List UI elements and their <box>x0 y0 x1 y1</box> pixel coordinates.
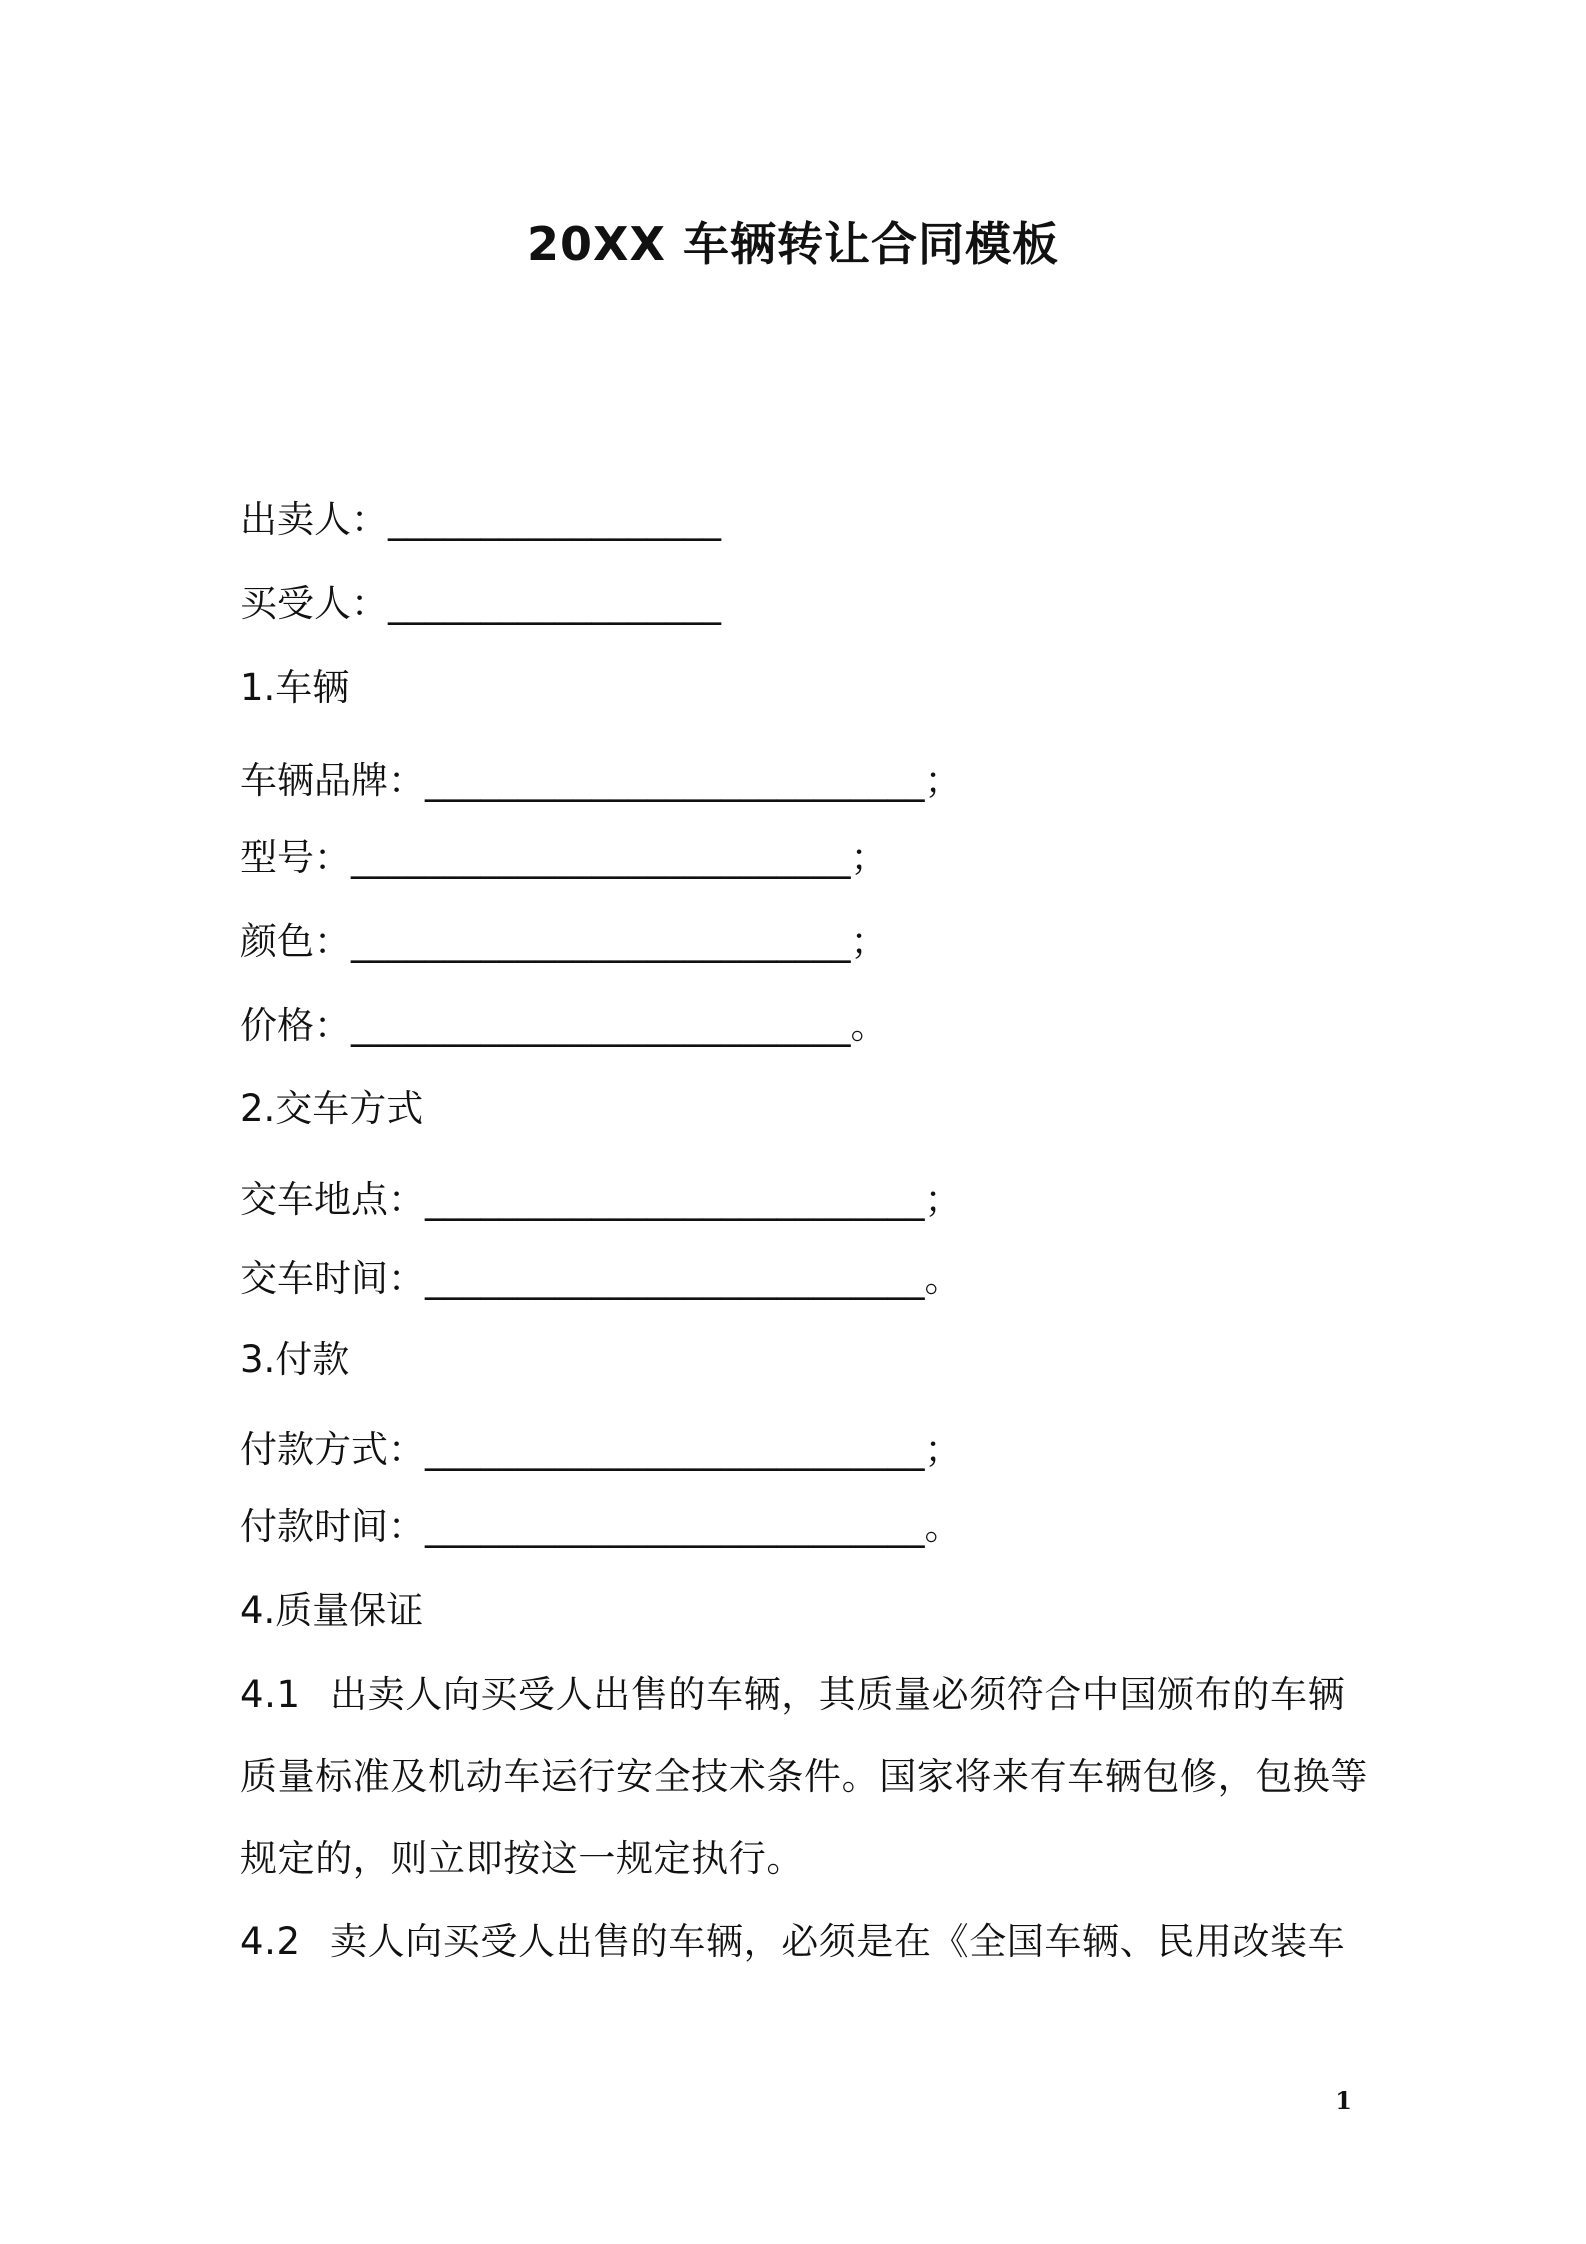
clause-4-2-line-1 <box>240 1918 1352 1966</box>
payment-method-line: 付款方式：___________________________； <box>240 1428 962 1471</box>
vehicle-color-line: 颜色：___________________________； <box>240 920 888 963</box>
section-quality-heading: 4.质量保证 <box>240 1589 424 1632</box>
section-payment-heading: 3.付款 <box>240 1338 350 1381</box>
payment-time-line: 付款时间：___________________________。 <box>240 1505 962 1548</box>
clause-4-1-line-2: 质量标准及机动车运行安全技术条件。国家将来有车辆包修，包换等 <box>240 1755 1368 1798</box>
section-delivery-heading: 2.交车方式 <box>240 1087 424 1130</box>
buyer-line: 买受人：__________________ <box>240 582 721 625</box>
clause-4-2-number: 4.2 <box>240 1920 301 1963</box>
clause-4-1-number: 4.1 <box>240 1673 301 1716</box>
vehicle-price-line: 价格：___________________________。 <box>240 1004 888 1047</box>
delivery-time-line: 交车时间：___________________________。 <box>240 1257 962 1300</box>
vehicle-model-line: 型号：___________________________； <box>240 836 888 879</box>
page-number: 1 <box>1335 2086 1352 2115</box>
section-vehicle-heading: 1.车辆 <box>240 666 350 709</box>
document-title: 20XX 车辆转让合同模板 <box>527 217 1059 271</box>
clause-4-1-line-3: 规定的，则立即按这一规定执行。 <box>240 1837 804 1880</box>
delivery-place-line: 交车地点：___________________________； <box>240 1178 962 1221</box>
clause-4-1-text-1: 出卖人向买受人出售的车辆，其质量必须符合中国颁布的车辆 <box>330 1673 1346 1716</box>
seller-line: 出卖人：__________________ <box>240 498 721 541</box>
vehicle-brand-line: 车辆品牌：___________________________； <box>240 759 962 802</box>
clause-4-2-text-1: 卖人向买受人出售的车辆，必须是在《全国车辆、民用改装车 <box>330 1920 1346 1963</box>
clause-4-1-line-1 <box>240 1671 1352 1719</box>
